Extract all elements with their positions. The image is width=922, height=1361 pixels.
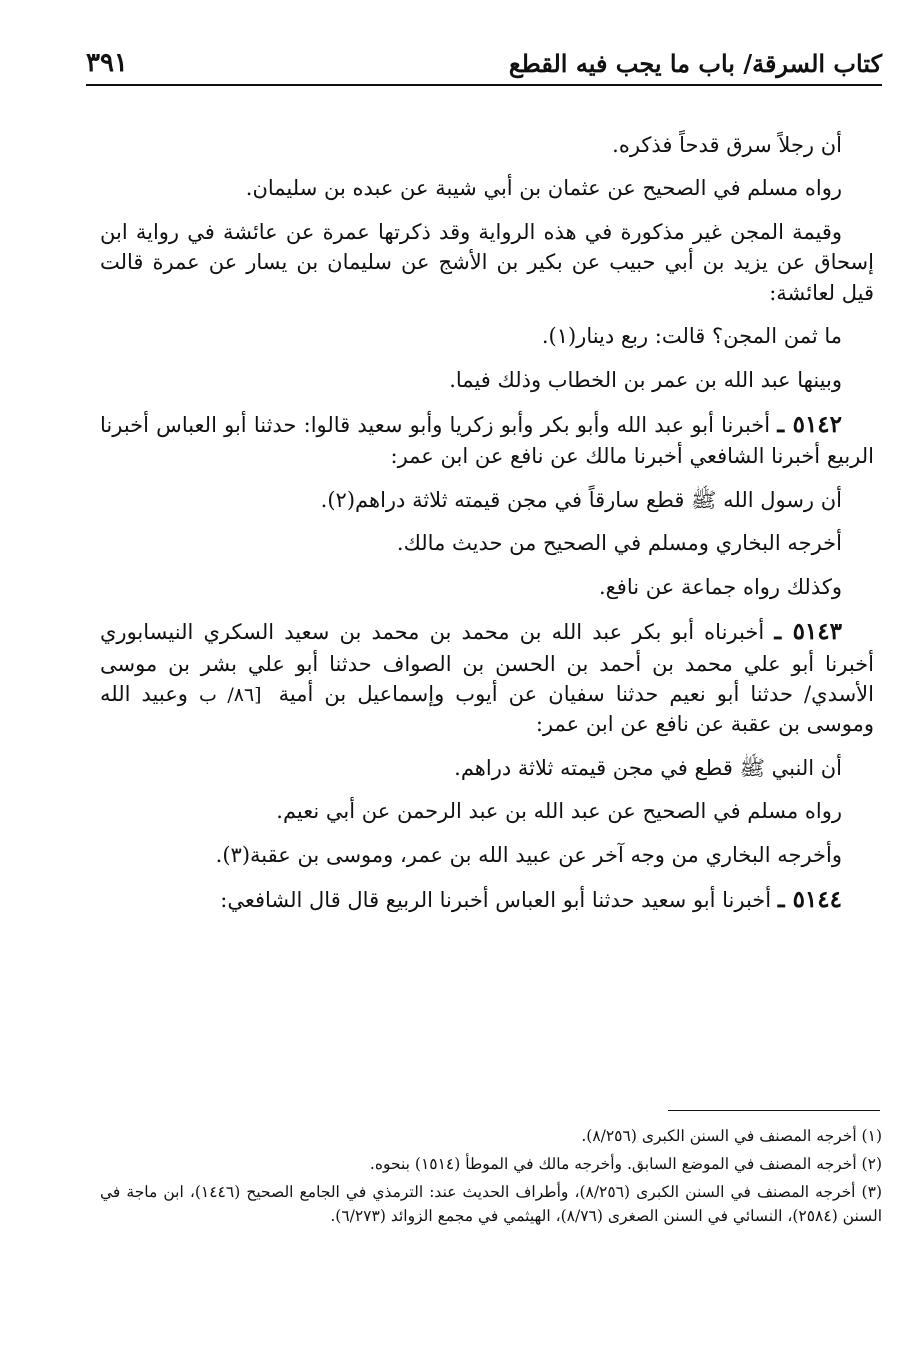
paragraph: أن النبي ﷺ قطع في مجن قيمته ثلاثة دراهم. <box>454 755 842 780</box>
header-rule <box>86 84 882 86</box>
running-title: كتاب السرقة/ باب ما يجب فيه القطع <box>508 49 882 78</box>
paragraph: ما ثمن المجن؟ قالت: ربع دينار(١). <box>541 324 842 349</box>
hadith-number: ٥١٤٣ ـ <box>774 618 842 646</box>
hadith-number: ٥١٤٢ ـ <box>777 411 843 439</box>
hadith-5144 <box>100 883 874 916</box>
paragraph: وكذلك رواه جماعة عن نافع. <box>598 574 842 599</box>
paragraph: وبينها عبد الله بن عمر بن الخطاب وذلك فيما. <box>449 367 842 392</box>
hadith-text: وعبيد الله وموسى بن عقبة عن نافع عن ابن عمر: <box>100 681 874 737</box>
hadith-text: أخبرنا أبو سعيد حدثنا أبو العباس أخبرنا الربيع قال قال الشافعي: <box>220 888 772 913</box>
paragraph: وقيمة المجن غير مذكورة في هذه الرواية وقد ذكرتها عمرة عن عائشة في رواية ابن إسحاق عن يزيد بن أبي حبيب عن بكير بن الأشج عن سليمان بن يسار عن عمرة قالت قيل لعائشة: <box>100 219 874 305</box>
hadith-5143 <box>100 615 874 740</box>
paragraph: أن رجلاً سرق قدحاً فذكره. <box>612 133 842 157</box>
paragraph: أن رسول الله ﷺ قطع سارقاً في مجن قيمته ثلاثة دراهم(٢). <box>320 487 842 512</box>
paragraph: رواه مسلم في الصحيح عن عبد الله بن عبد الرحمن عن أبي نعيم. <box>276 799 842 824</box>
hadith-text: أخبرنا أبو عبد الله وأبو بكر وأبو زكريا وأبو سعيد قالوا: حدثنا أبو العباس أخبرنا الربيع أخبرنا الشافعي أخبرنا مالك عن نافع عن ابن عمر: <box>100 413 874 469</box>
main-text <box>100 130 874 930</box>
hadith-5142 <box>100 408 874 472</box>
footnote-1: (١) أخرجه المصنف في السنن الكبرى (٨/٢٥٦). <box>581 1127 882 1145</box>
footnotes <box>100 1124 882 1232</box>
page-number: ٣٩١ <box>86 48 128 78</box>
footnote-3: (٣) أخرجه المصنف في السنن الكبرى (٨/٢٥٦)، وأطراف الحديث عند: الترمذي في الجامع الصحيح (١٤٤٦)، ابن ماجة في السنن (٢٥٨٤)، النسائي في السنن الصغرى (٨/٧٦)، الهيثمي في مجمع الزوائد (٦/٢٧٣). <box>100 1182 882 1226</box>
manuscript-folio-marker: [٨٦/ ب <box>199 683 262 706</box>
footnote-rule <box>668 1110 880 1111</box>
hadith-number: ٥١٤٤ ـ <box>777 886 842 914</box>
page-header <box>86 38 882 78</box>
hadith-text: أخبرناه أبو بكر عبد الله بن محمد بن محمد بن سعيد السكري النيسابوري أخبرنا أبو علي محمد بن أحمد بن الحسن بن الصواف حدثنا أبو علي بشر بن موسى الأسدي/ حدثنا أبو نعيم حدثنا سفيان عن أيوب وإسماعيل بن أمية <box>100 620 874 706</box>
paragraph: وأخرجه البخاري من وجه آخر عن عبيد الله بن عمر، وموسى بن عقبة(٣). <box>215 842 842 867</box>
paragraph: أخرجه البخاري ومسلم في الصحيح من حديث مالك. <box>396 531 842 556</box>
paragraph: رواه مسلم في الصحيح عن عثمان بن أبي شيبة عن عبده بن سليمان. <box>245 176 842 201</box>
footnote-2: (٢) أخرجه المصنف في الموضع السابق. وأخرجه مالك في الموطأ (١٥١٤) بنحوه. <box>369 1154 882 1173</box>
